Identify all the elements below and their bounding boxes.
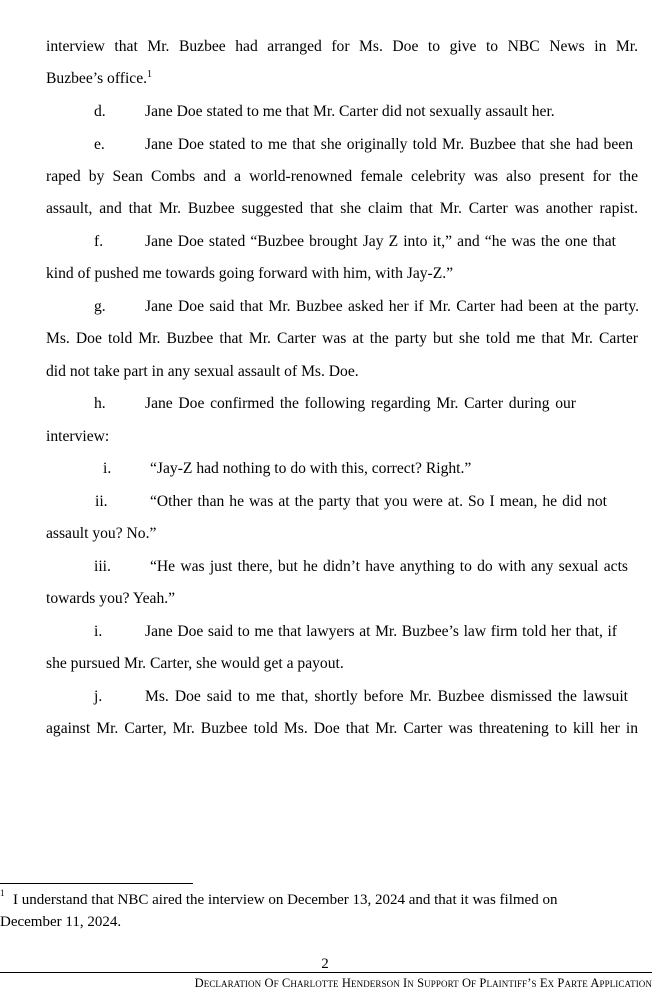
item-label-g: g. [94, 298, 106, 315]
item-g-line: did not take part in any sexual assault of Ms. Doe. [46, 363, 359, 380]
item-g-line: Jane Doe said that Mr. Buzbee asked her if Mr. Carter had been at the party. [145, 298, 639, 315]
page-number: 2 [321, 956, 329, 972]
body-line [46, 69, 152, 89]
item-j-line: against Mr. Carter, Mr. Buzbee told Ms. Doe that Mr. Carter was threatening to kill her in [46, 720, 638, 737]
item-g-line: Ms. Doe told Mr. Buzbee that Mr. Carter was at the party but she told me that Mr. Carter [46, 330, 638, 347]
footnote-line: December 11, 2024. [0, 914, 122, 930]
item-label-e: e. [94, 136, 105, 153]
footer-rule [0, 972, 652, 973]
item-f-line: kind of pushed me towards going forward with him, with Jay-Z.” [46, 265, 454, 282]
item-e-line: raped by Sean Combs and a world-renowned female celebrity was also present for the [46, 168, 638, 185]
sub-item-i-line: “Jay-Z had nothing to do with this, correct? Right.” [150, 460, 472, 477]
body-text: Buzbee’s office. [46, 70, 148, 87]
item-i-line: Jane Doe said to me that lawyers at Mr. Buzbee’s law firm told her that, if [145, 623, 617, 640]
sub-item-ii-line: “Other than he was at the party that you were at. So I mean, he did not [150, 493, 607, 510]
footnote-line: I understand that NBC aired the interview on December 13, 2024 and that it was filmed on [13, 892, 558, 908]
sub-item-iii-line: towards you? Yeah.” [46, 590, 176, 607]
footnote-reference: 1 [147, 68, 153, 80]
item-label-d: d. [94, 103, 106, 120]
item-label-i: i. [94, 623, 103, 640]
item-e-line: assault, and that Mr. Buzbee suggested that she claim that Mr. Carter was another rapist. [46, 200, 638, 217]
sub-item-label-iii: iii. [94, 558, 111, 575]
footnote-number: 1 [0, 888, 5, 898]
sub-item-label-i: i. [103, 460, 112, 477]
body-line: interview that Mr. Buzbee had arranged for Ms. Doe to give to NBC News in Mr. [46, 38, 638, 55]
footer-title: Declaration Of Charlotte Henderson In Support Of Plaintiff’s Ex Parte Application [194, 976, 652, 990]
item-e-line: Jane Doe stated to me that she originally told Mr. Buzbee that she had been [145, 136, 633, 153]
footnote-separator [0, 883, 193, 884]
sub-item-label-ii: ii. [95, 493, 108, 510]
item-label-j: j. [94, 688, 103, 705]
item-d-line: Jane Doe stated to me that Mr. Carter did not sexually assault her. [145, 103, 555, 120]
footnote [0, 888, 5, 908]
sub-item-ii-line: assault you? No.” [46, 525, 157, 542]
item-h-line: interview: [46, 428, 110, 445]
item-f-line: Jane Doe stated “Buzbee brought Jay Z into it,” and “he was the one that [145, 233, 616, 250]
item-j-line: Ms. Doe said to me that, shortly before Mr. Buzbee dismissed the lawsuit [145, 688, 628, 705]
item-label-f: f. [94, 233, 104, 250]
item-h-line: Jane Doe confirmed the following regarding Mr. Carter during our [145, 395, 576, 412]
item-i-line: she pursued Mr. Carter, she would get a payout. [46, 655, 344, 672]
sub-item-iii-line: “He was just there, but he didn’t have anything to do with any sexual acts [150, 558, 628, 575]
item-label-h: h. [94, 395, 106, 412]
